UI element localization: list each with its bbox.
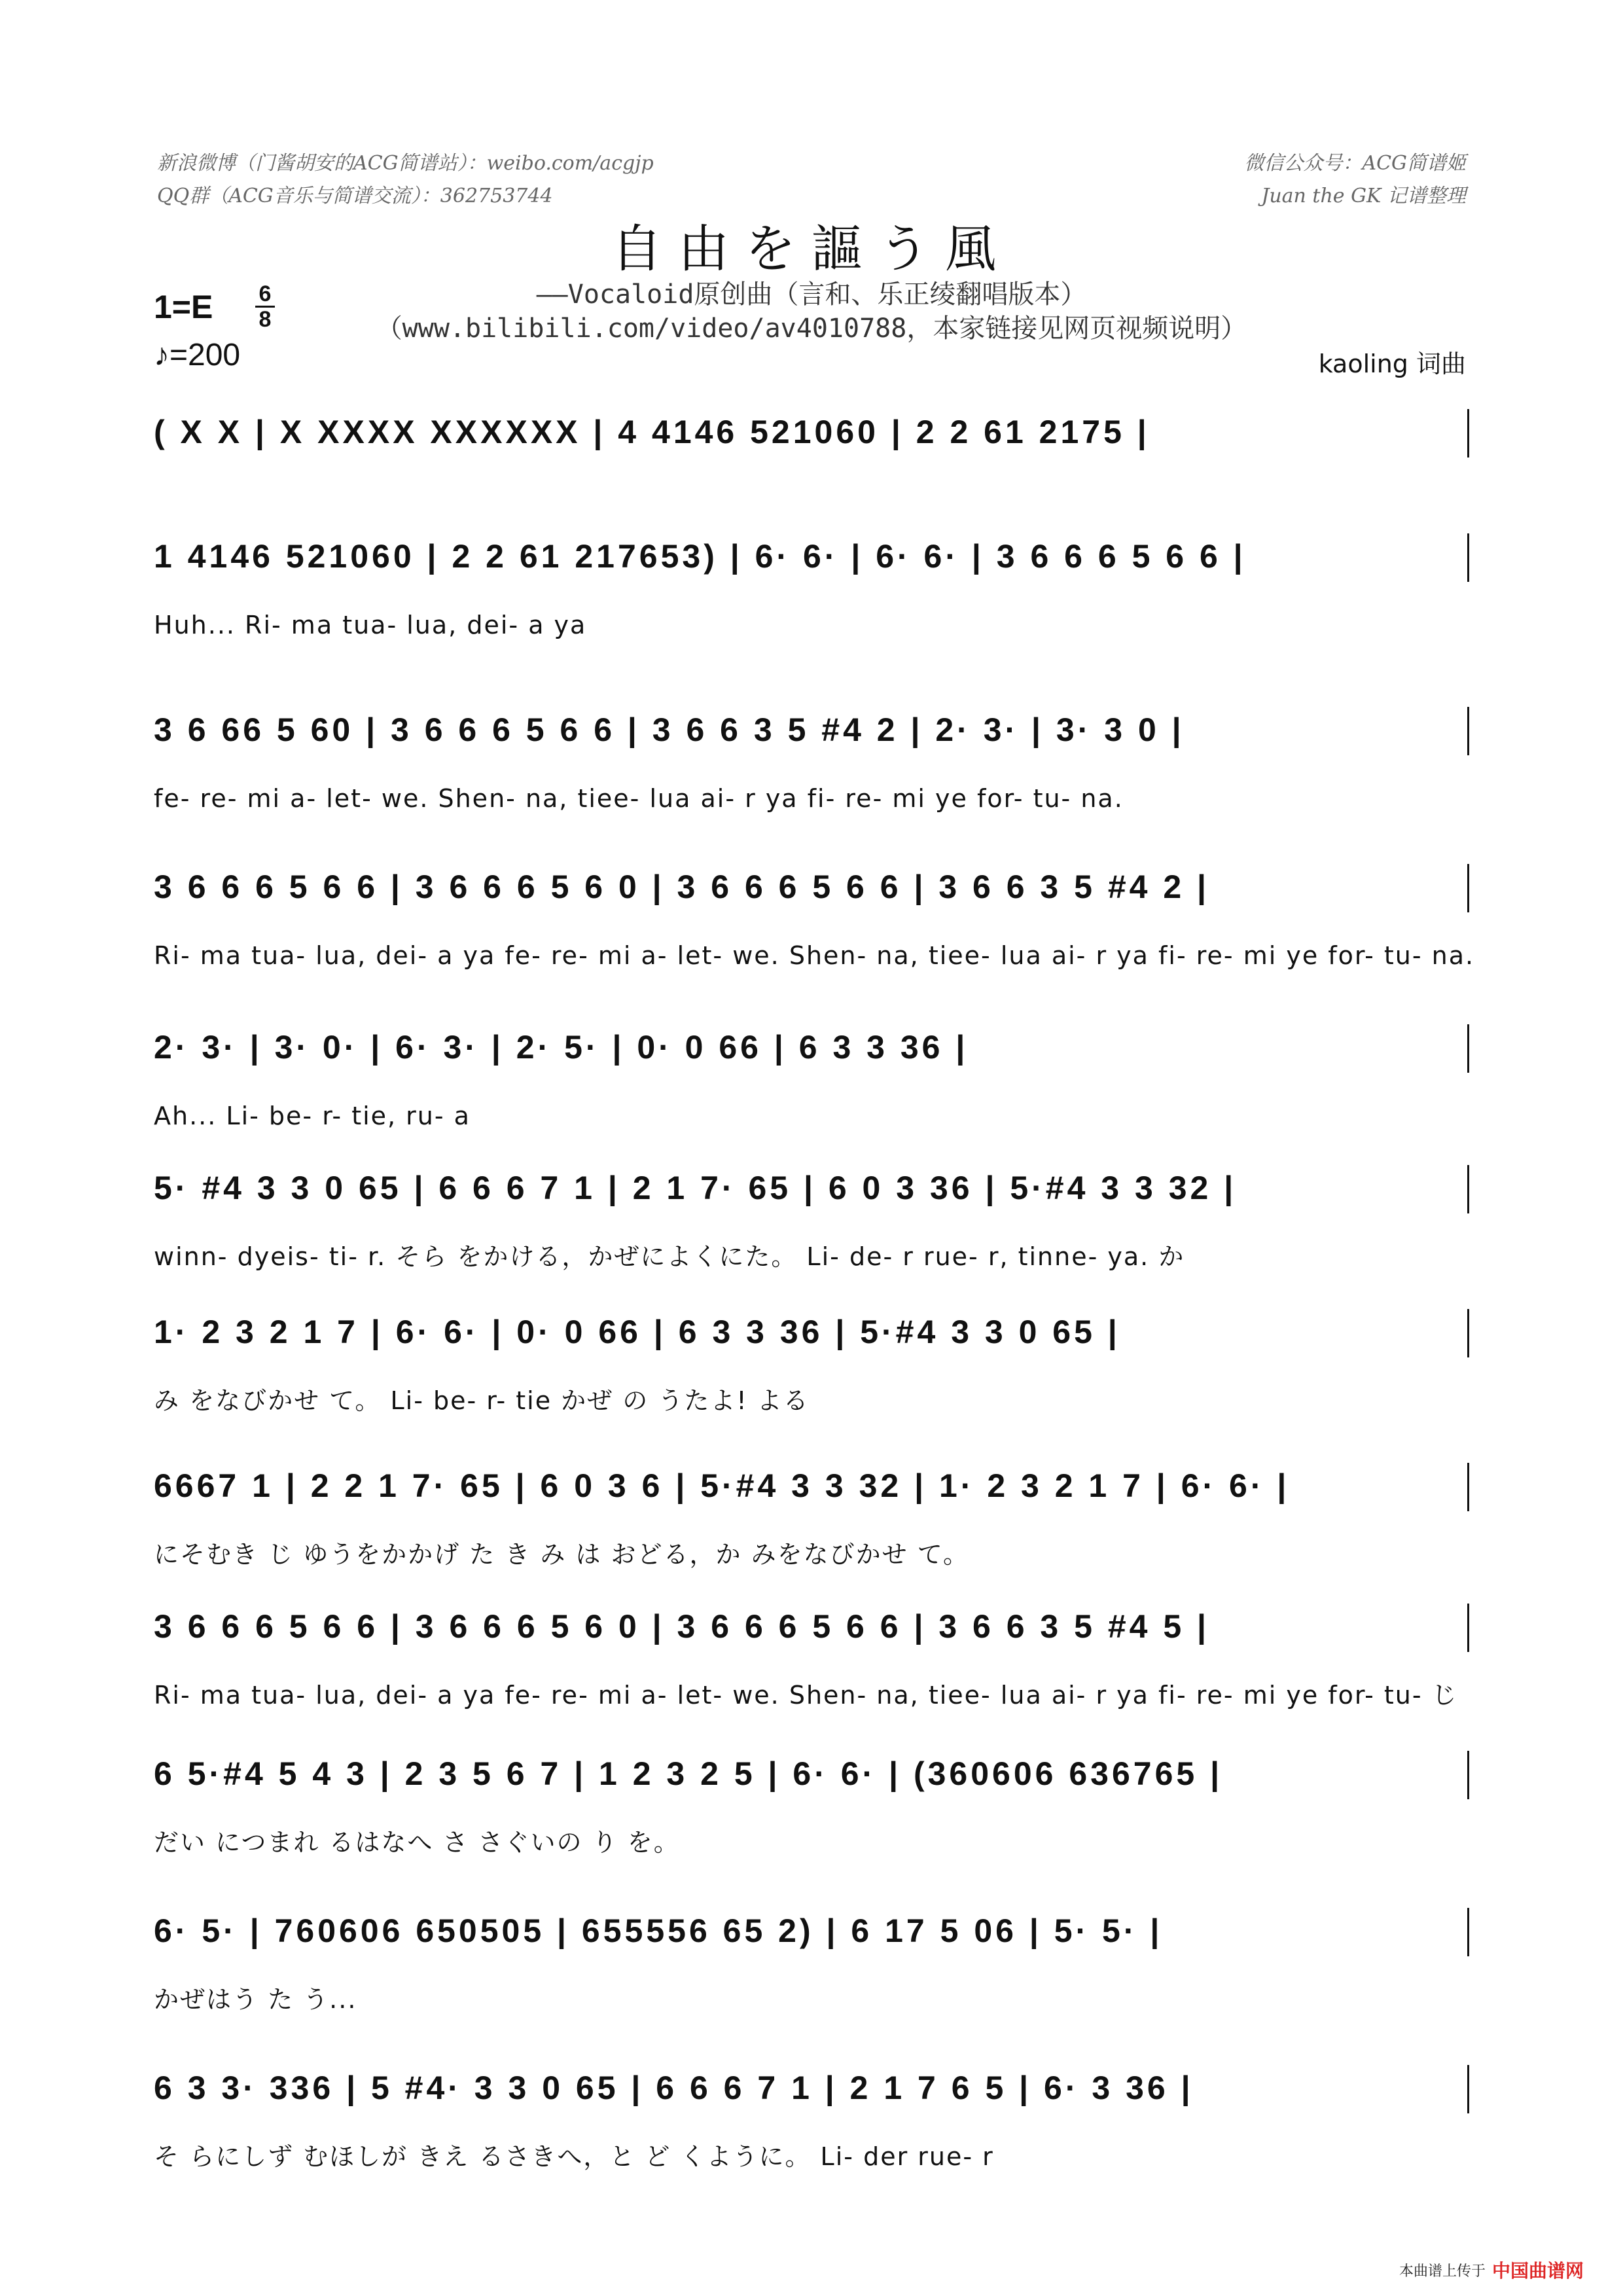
lyrics-line: かぜはう た う... (154, 1985, 357, 2014)
lyrics-line: Ri- ma tua- lua, dei- a ya fe- re- mi a- let- we. Shen- na, tiee- lua ai- r ya fi- re- mi ye for- tu- na. (154, 941, 1475, 970)
staff-system-3 (154, 707, 1469, 857)
staff-system-10 (154, 1751, 1469, 1901)
lyrics-line: Huh... Ri- ma tua- lua, dei- a ya (154, 611, 587, 639)
notes-line: 3 6 66 5 60 | 3 6 6 6 5 6 6 | 3 6 6 3 5 #4 2 | 2· 3· | 3· 3 0 | (154, 711, 1185, 748)
lyrics-line: Ri- ma tua- lua, dei- a ya fe- re- mi a- let- we. Shen- na, tiee- lua ai- r ya fi- re- mi ye for- tu- じ (154, 1681, 1458, 1710)
notes-line: 6 3 3· 336 | 5 #4· 3 3 0 65 | 6 6 6 7 1 | 2 1 7 6 5 | 6· 3 36 | (154, 2070, 1194, 2106)
lyrics-line: そ らにしず むほしが きえ るさきへ，と ど くように。 Li- der rue- r (154, 2142, 994, 2171)
tempo-marking: ♪=200 (154, 338, 241, 372)
qq-group-info: QQ群（ACG音乐与简谱交流）：362753744 (157, 185, 553, 207)
notes-line: 6· 5· | 760606 650505 | 655556 65 2) | 6 17 5 06 | 5· 5· | (154, 1912, 1163, 1949)
staff-system-4 (154, 864, 1475, 1014)
time-signature (255, 283, 275, 331)
lyrics-line: fe- re- mi a- let- we. Shen- na, tiee- lua ai- r ya fi- re- mi ye for- tu- na. (154, 784, 1124, 813)
notes-line: 1 4146 521060 | 2 2 61 217653) | 6· 6· | 6· 6· | 3 6 6 6 5 6 6 | (154, 538, 1246, 575)
song-title: 自由を謳う風 (611, 220, 1012, 279)
staff-system-5 (154, 1024, 1469, 1175)
transcriber-info: Juan the GK 记谱整理 (1261, 185, 1466, 207)
notes-line: 3 6 6 6 5 6 6 | 3 6 6 6 5 6 0 | 3 6 6 6 5 6 6 | 3 6 6 3 5 #4 5 | (154, 1608, 1210, 1645)
staff-system-9 (154, 1604, 1469, 1754)
staff-system-7 (154, 1309, 1469, 1460)
song-source-link: （www.bilibili.com/video/av4010788，本家链接见网页视频说明） (376, 314, 1247, 344)
lyrics-line: winn- dyeis- ti- r. そら をかける，かぜによくにた。 Li- de- r rue- r, tinne- ya. か (154, 1242, 1185, 1271)
staff-system-11 (154, 1908, 1469, 2058)
weibo-info: 新浪微博（门酱胡安的ACG简谱站）：weibo.com/acgjp (157, 152, 654, 175)
notes-line: 2· 3· | 3· 0· | 6· 3· | 2· 5· | 0· 0 66 | 6 3 3 36 | (154, 1029, 969, 1066)
staff-system-12 (154, 2065, 1469, 2215)
time-signature-top: 6 (259, 281, 272, 306)
lyrics-line: だい につまれ るはなへ さ さぐいの り を。 (154, 1828, 680, 1857)
notes-line: 3 6 6 6 5 6 6 | 3 6 6 6 5 6 0 | 3 6 6 6 5 6 6 | 3 6 6 3 5 #4 2 | (154, 869, 1210, 905)
staff-system-2 (154, 533, 1469, 684)
lyrics-line: にそむき じ ゆうをかかげ た き み は おどる，か みをなびかせ て。 (154, 1540, 969, 1569)
notes-line: 5· #4 3 3 0 65 | 6 6 6 7 1 | 2 1 7· 65 | 6 0 3 36 | 5·#4 3 3 32 | (154, 1170, 1237, 1206)
staff-system-6 (154, 1165, 1469, 1316)
composer-credit: kaoling 词曲 (1318, 350, 1466, 378)
time-signature-bottom: 8 (259, 307, 272, 332)
footer (1399, 2257, 1584, 2283)
notes-line: 6667 1 | 2 2 1 7· 65 | 6 0 3 6 | 5·#4 3 3 32 | 1· 2 3 2 1 7 | 6· 6· | (154, 1467, 1290, 1504)
upload-text: 本曲谱上传于 (1399, 2263, 1486, 2280)
wechat-info: 微信公众号：ACG简谱姬 (1244, 152, 1466, 175)
notes-line: 1· 2 3 2 1 7 | 6· 6· | 0· 0 66 | 6 3 3 36 | 5·#4 3 3 0 65 | (154, 1314, 1120, 1350)
key-signature: 1=E (154, 289, 213, 325)
notes-line: ( X X | X XXXX XXXXXX | 4 4146 521060 | 2 2 61 2175 | (154, 414, 1150, 450)
header-left (157, 147, 654, 213)
site-logo[interactable]: 中国曲谱网 (1491, 2260, 1584, 2282)
song-subtitle: ——Vocaloid原创曲（言和、乐正绫翻唱版本） (536, 279, 1087, 310)
header-right (1244, 147, 1466, 213)
lyrics-line: み をなびかせ て。 Li- be- r- tie かぜ の うたよ! よる (154, 1386, 810, 1415)
notes-line: 6 5·#4 5 4 3 | 2 3 5 6 7 | 1 2 3 2 5 | 6· 6· | (360606 636765 | (154, 1755, 1223, 1792)
staff-system-8 (154, 1463, 1469, 1613)
lyrics-line: Ah... Li- be- r- tie, ru- a (154, 1102, 471, 1130)
